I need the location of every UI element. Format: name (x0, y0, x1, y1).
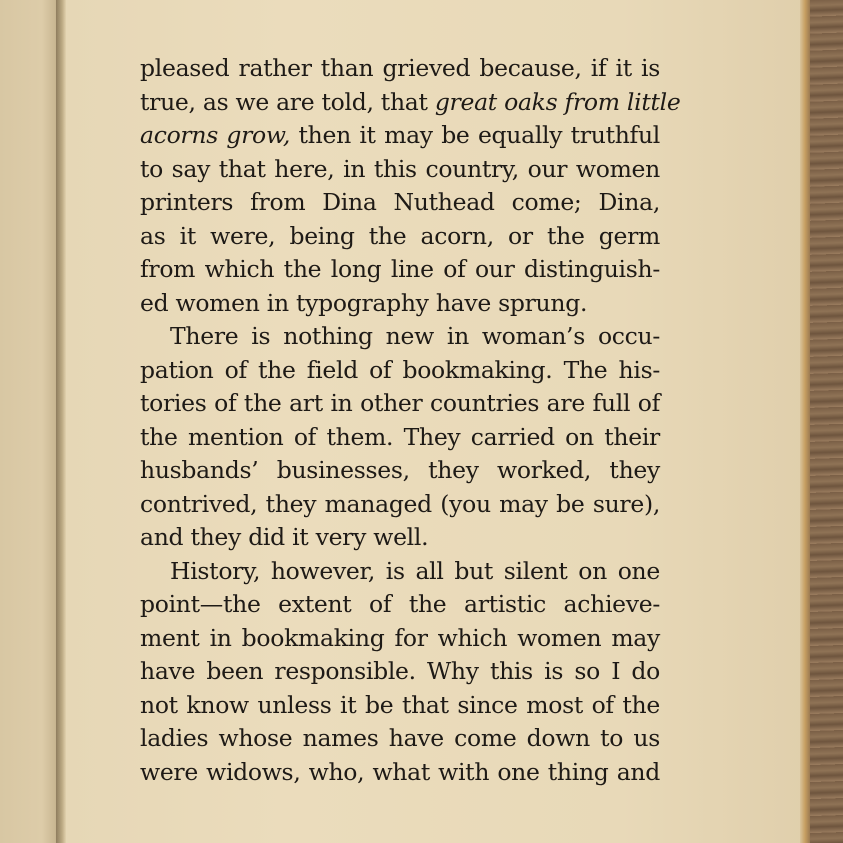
text-line: point—the extent of the artistic achieve- (140, 590, 660, 618)
text-line: to say that here, in this country, our women (140, 154, 660, 183)
page-edge (800, 0, 810, 843)
text-line: tories of the art in other countries are full of (140, 389, 660, 417)
text-line: acorns grow, then it may be equally truthful (140, 121, 661, 149)
page-gutter (56, 0, 66, 843)
text-line: have been responsible. Why this is so I do (140, 657, 660, 685)
text-line: the mention of them. They carried on their (140, 422, 660, 451)
text-line: pleased rather than grieved because, if it is (140, 54, 660, 82)
text-line: true, as we are told, that great oaks from little (140, 87, 681, 116)
italic-phrase: great oaks from little (434, 87, 681, 116)
text-line: from which the long line of our distinguish- (140, 255, 660, 283)
text-line: as it were, being the acorn, or the germ (140, 221, 660, 250)
italic-phrase: acorns grow, (140, 121, 291, 149)
text-line: ed women in typography have sprung. (140, 288, 588, 317)
text-line: printers from Dina Nuthead come; Dina, (140, 188, 660, 216)
text-line: husbands’ businesses, they worked, they (140, 456, 660, 484)
page-body-text (140, 52, 681, 789)
text-line: ladies whose names have come down to us (140, 724, 660, 752)
text-line: History, however, is all but silent on one (170, 556, 660, 585)
text-line: pation of the field of bookmaking. The his- (140, 355, 660, 384)
text-line: ment in bookmaking for which women may (140, 623, 660, 652)
left-facing-page (0, 0, 60, 843)
text-line: and they did it very well. (140, 523, 429, 551)
text-line: not know unless it be that since most of the (140, 690, 660, 719)
text-line: There is nothing new in woman’s occu- (170, 322, 660, 350)
text-line: were widows, who, what with one thing and (140, 757, 660, 786)
text-line: contrived, they managed (you may be sure), (140, 489, 660, 518)
